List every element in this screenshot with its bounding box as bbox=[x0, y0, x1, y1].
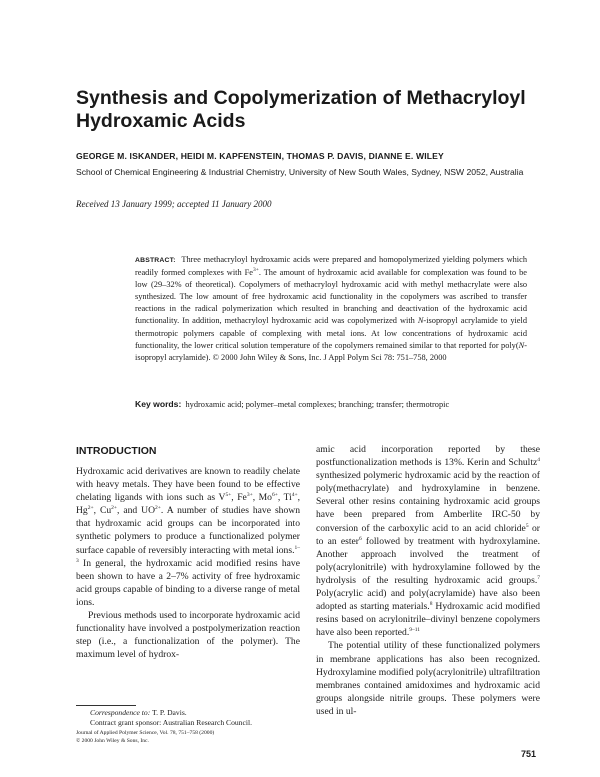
citation-ref: 7 bbox=[537, 574, 540, 581]
abstract-italic: N bbox=[417, 316, 424, 326]
correspondence-label: Correspondence to: bbox=[90, 708, 151, 717]
text-run: , Ti bbox=[277, 492, 292, 504]
journal-citation: Journal of Applied Polymer Science, Vol. 78, 751–758 (2000) bbox=[76, 729, 215, 736]
paragraph bbox=[316, 443, 540, 639]
text-run: amic acid incorporation reported by these postfunctionalization methods is 13%. Kerin and Schultz bbox=[316, 444, 540, 469]
text-run: synthesized polymeric hydroxamic acid by the reaction of poly(methacrylate) and hydroxylamine in benzene. Several other resins containing hydroxamic acid groups have been prepared from Amberlite IRC-50 by conversion of the carboxylic acid to an acid chloride bbox=[316, 470, 540, 534]
citation-ref: 4 bbox=[537, 457, 540, 464]
text-run: , Hg bbox=[76, 492, 301, 517]
citation-ref: 5 bbox=[525, 522, 529, 529]
ion-charge: 2+ bbox=[155, 505, 161, 512]
abstract-label: ABSTRACT: bbox=[135, 257, 176, 264]
text-run: or to an ester bbox=[316, 522, 541, 547]
correspondence-note bbox=[76, 708, 306, 718]
body-column-left bbox=[76, 465, 300, 661]
abstract-text: -isopropyl acrylamide). © 2000 John Wiley & Sons, Inc. J Appl Polym Sci 78: 751–758, 2000 bbox=[135, 340, 527, 362]
section-heading-introduction: INTRODUCTION bbox=[76, 445, 157, 457]
affiliation: School of Chemical Engineering & Industrial Chemistry, University of New South Wales, Sydney, NSW 2052, Australia bbox=[76, 167, 524, 177]
keywords-label: Key words: bbox=[135, 399, 182, 409]
text-run: Poly(acrylic acid) and poly(acrylamide) have also been adopted as starting materials. bbox=[316, 588, 540, 613]
ion-charge: 3+ bbox=[246, 492, 253, 499]
citation-ref: 6 bbox=[358, 535, 362, 542]
text-run: followed by treatment with hydroxylamine. Another approach involved the treatment of poly(acrylonitrile) with hydroxylamine followed by the hydrolysis of the resulting hydroxamic acid groups. bbox=[316, 535, 540, 586]
article-title: Synthesis and Copolymerization of Methacryloyl Hydroxamic Acids bbox=[76, 87, 526, 132]
ion-charge: 4+ bbox=[291, 492, 298, 499]
correspondence-name: T. P. Davis. bbox=[152, 708, 187, 717]
abstract-text: . The amount of hydroxamic acid available for complexation was found to be low (29–32% of theoretical). Copolymers of methacryloyl hydroxamic acid with methyl methacrylate were also synthesized. The low amount of free hydroxamic acid functionality in the copolymers was ascribed to transfer reactions in the radical polymerization which resulted in branching and deactivation of the hydroxamic acid functionality. In addition, methacryloyl hydroxamic acid was copolymerized with bbox=[135, 268, 527, 326]
abstract-text: -isopropyl acrylamide to yield thermotropic polymers capable of complexing with metal ions. At low concentrations of hydroxamic acid functionality, the lower critical solution temperature of the copolymers remained similar to that reported for poly( bbox=[135, 316, 527, 350]
footnotes bbox=[76, 708, 306, 745]
author-list: GEORGE M. ISKANDER, HEIDI M. KAPFENSTEIN, THOMAS P. DAVIS, DIANNE E. WILEY bbox=[76, 151, 444, 161]
paragraph: Previous methods used to incorporate hydroxamic acid functionality have involved a postpolymerization reaction step (i.e., a functionalization of the polymer). The maximum level of hydrox- bbox=[76, 610, 300, 661]
body-column-right bbox=[316, 443, 540, 718]
citation-ref: 1–3 bbox=[76, 544, 300, 564]
paragraph: The potential utility of these functionalized polymers in membrane applications has also been recognized. Hydroxylamine modified poly(acrylonitrile) ultrafiltration membranes contained amidoximes and hydroxamic acid groups alongside nitrile groups. These polymers were used in ul- bbox=[316, 640, 540, 717]
text-run: , Mo bbox=[252, 492, 272, 504]
abstract-italic: N bbox=[518, 340, 525, 350]
ion-charge: 2+ bbox=[111, 505, 118, 512]
text-run: . A number of studies have shown that hydroxamic acid groups can be incorporated into synthetic polymers to produce a functionalized polymer surface capable of reversibly interacting with metal ions. bbox=[76, 505, 300, 556]
footnote-divider bbox=[76, 705, 136, 706]
abstract-superscript: 3+ bbox=[252, 267, 259, 274]
abstract-text: Three methacryloyl hydroxamic acids were prepared and homopolymerized yielding polymers which readily formed complexes with Fe bbox=[135, 255, 527, 278]
ion-charge: 5+ bbox=[225, 492, 232, 499]
text-run: In general, the hydroxamic acid modified resins have been shown to have a 2–7% activity of free hydroxamic acid groups capable of binding to a diverse range of metal ions. bbox=[76, 557, 300, 608]
keywords bbox=[135, 398, 527, 411]
text-run: Hydroxamic acid derivatives are known to readily chelate with heavy metals. They have been found to be effective chelating ligands with ions such as V bbox=[76, 466, 300, 504]
page-number: 751 bbox=[521, 749, 537, 759]
abstract bbox=[135, 254, 527, 364]
received-dates: Received 13 January 1999; accepted 11 January 2000 bbox=[76, 199, 272, 209]
grant-note: Contract grant sponsor: Australian Research Council. bbox=[90, 718, 252, 728]
text-run: , Fe bbox=[231, 492, 247, 504]
ion-charge: 6+ bbox=[271, 492, 278, 499]
citation-ref: 8 bbox=[429, 601, 433, 608]
keywords-text: hydroxamic acid; polymer–metal complexes; branching; transfer; thermotropic bbox=[185, 400, 450, 409]
ion-charge: 2+ bbox=[87, 505, 94, 512]
text-run: Hydroxamic acid modified resins based on acrylonitrile–divinyl benzene copolymers have also been reported. bbox=[316, 601, 540, 639]
text-run: , Cu bbox=[93, 505, 112, 517]
paragraph bbox=[76, 465, 300, 609]
citation-ref: 9–11 bbox=[409, 627, 421, 634]
text-run: , and UO bbox=[117, 505, 156, 517]
copyright-line: © 2000 John Wiley & Sons, Inc. bbox=[76, 738, 149, 744]
